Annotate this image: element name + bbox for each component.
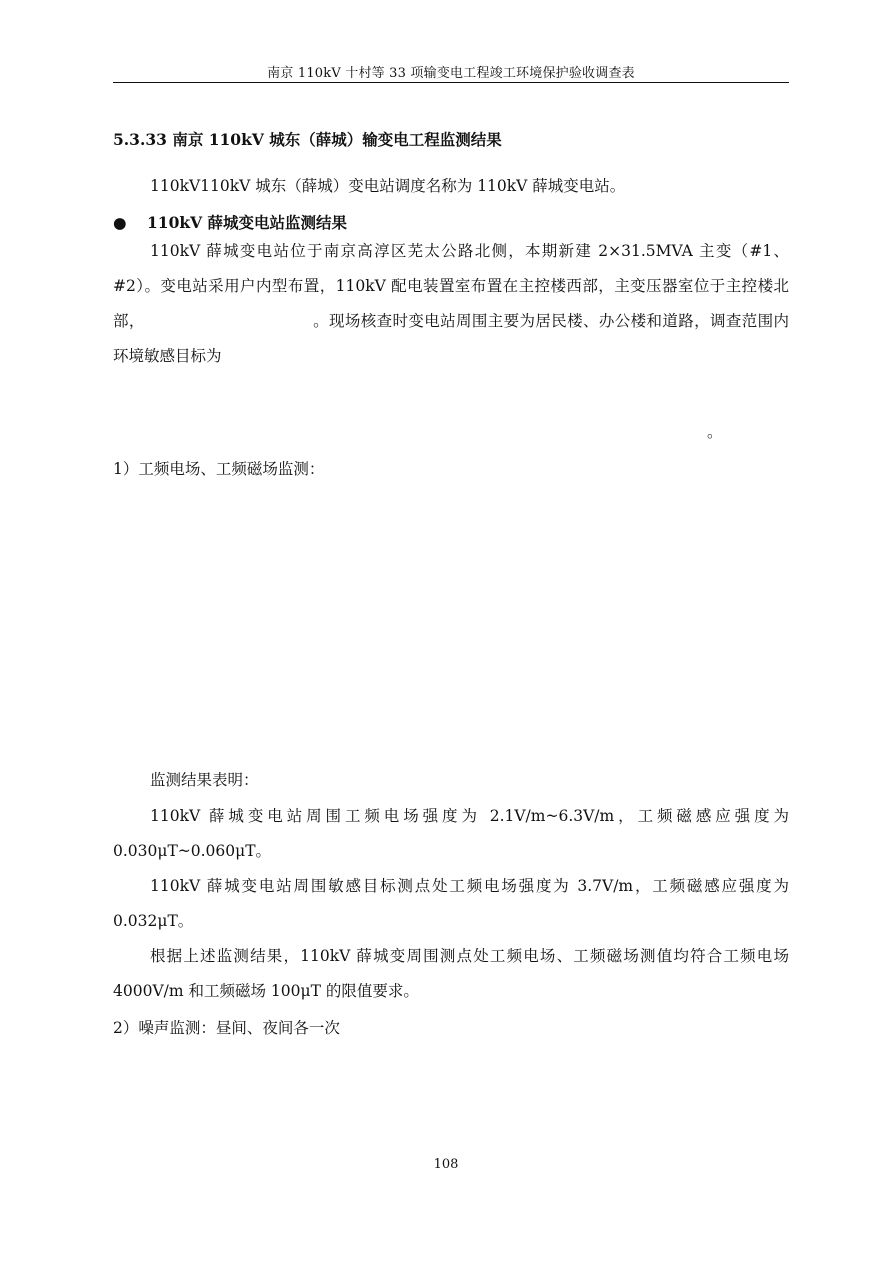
bullet-heading: [113, 211, 347, 233]
bullet-heading-text: 110kV 薛城变电站监测结果: [147, 213, 348, 232]
results-intro: 监测结果表明：: [150, 771, 259, 789]
header-rule: [113, 82, 789, 83]
running-header: 南京 110kV 十村等 33 项输变电工程竣工环境保护验收调查表: [267, 66, 635, 81]
sensitive-targets-end-mark: 。: [707, 423, 723, 441]
result-paragraph-3: 根据上述监测结果，110kV 薛城变周围测点处工频电场、工频磁场测值均符合工频电场 4000V/m 和工频磁场 100μT 的限值要求。: [113, 947, 789, 1000]
result-paragraph-1: 110kV 薛城变电站周围工频电场强度为 2.1V/m~6.3V/m，工频磁感应强度为 0.030μT~0.060μT。: [113, 807, 789, 860]
location-text-b: 。现场核查时变电站周围主要为居民楼、办公楼和道路，调查范围内环境敏感目标为: [113, 312, 789, 365]
item-2-title: 2）噪声监测：昼间、夜间各一次: [113, 1019, 340, 1037]
section-heading: 5.3.33 南京 110kV 城东（薛城）输变电工程监测结果: [113, 130, 502, 149]
intro-paragraph: 110kV110kV 城东（薛城）变电站调度名称为 110kV 薛城变电站。: [150, 177, 626, 195]
item-1-title: 1）工频电场、工频磁场监测：: [113, 460, 325, 478]
result-paragraph-2: 110kV 薛城变电站周围敏感目标测点处工频电场强度为 3.7V/m，工频磁感应强度为 0.032μT。: [113, 877, 789, 930]
location-paragraph: [113, 234, 789, 374]
bullet-icon: ●: [113, 213, 127, 232]
page-number: 108: [433, 1157, 459, 1172]
location-text-a: 110kV 薛城变电站位于南京高淳区芜太公路北侧，本期新建 2×31.5MVA 主变（#1、#2）。变电站采用户内型布置，110kV 配电装置室布置在主控楼西部，主变压器室位于主控楼北部，: [113, 242, 789, 330]
